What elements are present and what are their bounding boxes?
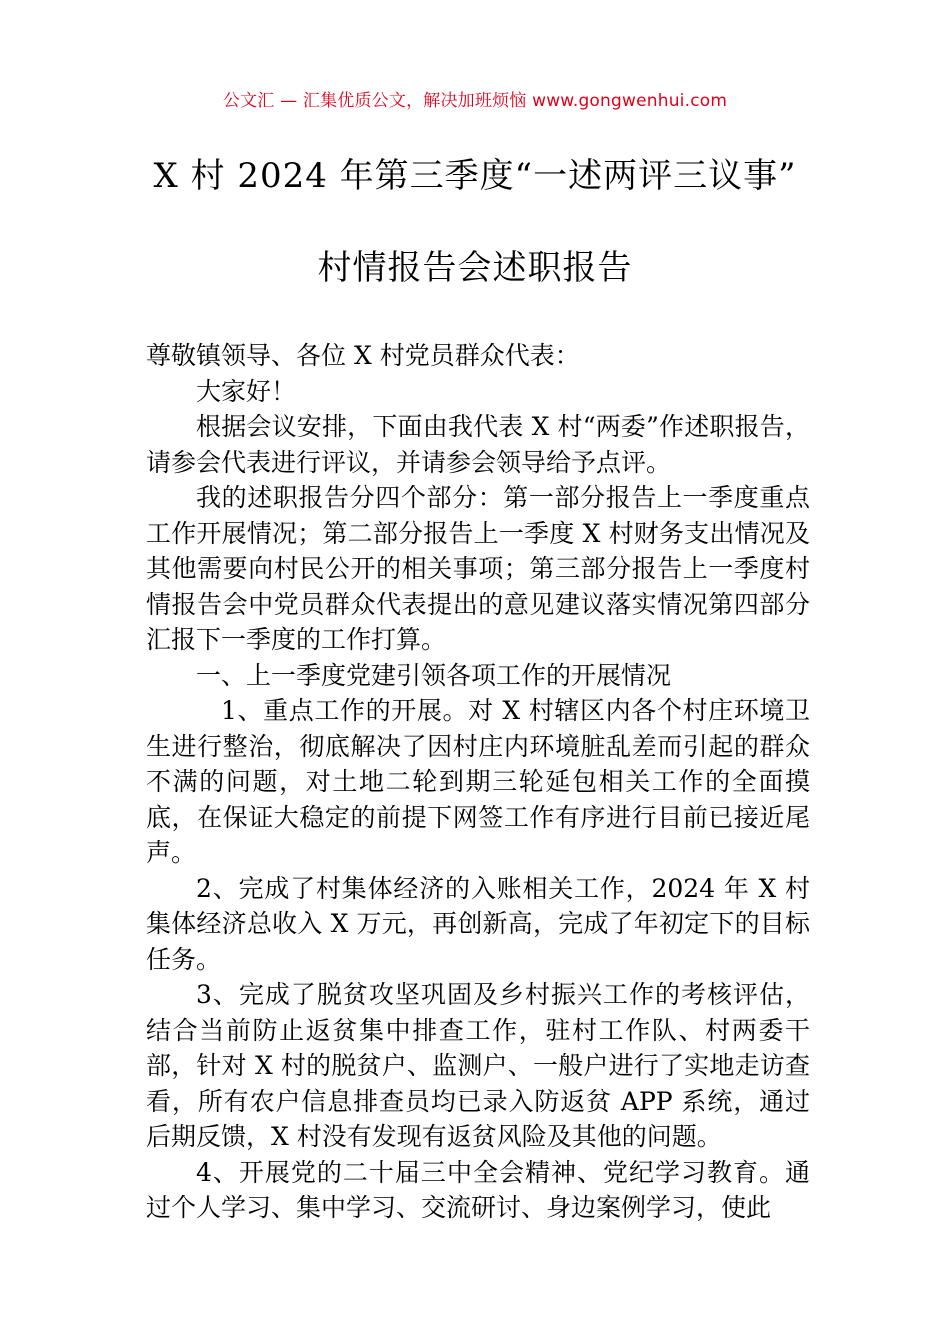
document-title-line-1: X 村 2024 年第三季度“一述两评三议事” bbox=[153, 156, 797, 196]
greeting: 大家好！ bbox=[196, 376, 297, 406]
document-title-line-2: 村情报告会述职报告 bbox=[317, 248, 633, 288]
document-body bbox=[146, 338, 810, 1226]
list-item: 3、完成了脱贫攻坚巩固及乡村振兴工作的考核评估，结合当前防止返贫集中排查工作，驻村工作队、村两委干部，针对 X 村的脱贫户、监测户、一般户进行了实地走访查看，所有农户信息排查员均已录入防返贫 APP 系统，通过后期反馈，X 村没有发现有返贫风险及其他的问题。 bbox=[146, 980, 810, 1151]
paragraph: 我的述职报告分四个部分：第一部分报告上一季度重点工作开展情况；第二部分报告上一季度 X 村财务支出情况及其他需要向村民公开的相关事项；第三部分报告上一季度村情报告会中党员群众代表提出的意见建议落实情况第四部分汇报下一季度的工作打算。 bbox=[146, 483, 810, 654]
list-item: 1、重点工作的开展。对 X 村辖区内各个村庄环境卫生进行整治，彻底解决了因村庄内环境脏乱差而引起的群众不满的问题，对土地二轮到期三轮延包相关工作的全面摸底，在保证大稳定的前提下网签工作有序进行目前已接近尾声。 bbox=[146, 696, 810, 867]
header-banner: 公文汇 — 汇集优质公文，解决加班烦恼 www.gongwenhui.com bbox=[222, 91, 728, 111]
list-item: 4、开展党的二十届三中全会精神、党纪学习教育。通过个人学习、集中学习、交流研讨、身边案例学习，使此 bbox=[146, 1157, 810, 1222]
section-heading: 一、上一季度党建引领各项工作的开展情况 bbox=[196, 660, 672, 690]
paragraph: 根据会议安排，下面由我代表 X 村“两委”作述职报告，请参会代表进行评议，并请参会领导给予点评。 bbox=[146, 412, 810, 477]
list-item: 2、完成了村集体经济的入账相关工作，2024 年 X 村集体经济总收入 X 万元，再创新高，完成了年初定下的目标任务。 bbox=[146, 873, 810, 974]
salutation: 尊敬镇领导、各位 X 村党员群众代表： bbox=[146, 341, 580, 370]
